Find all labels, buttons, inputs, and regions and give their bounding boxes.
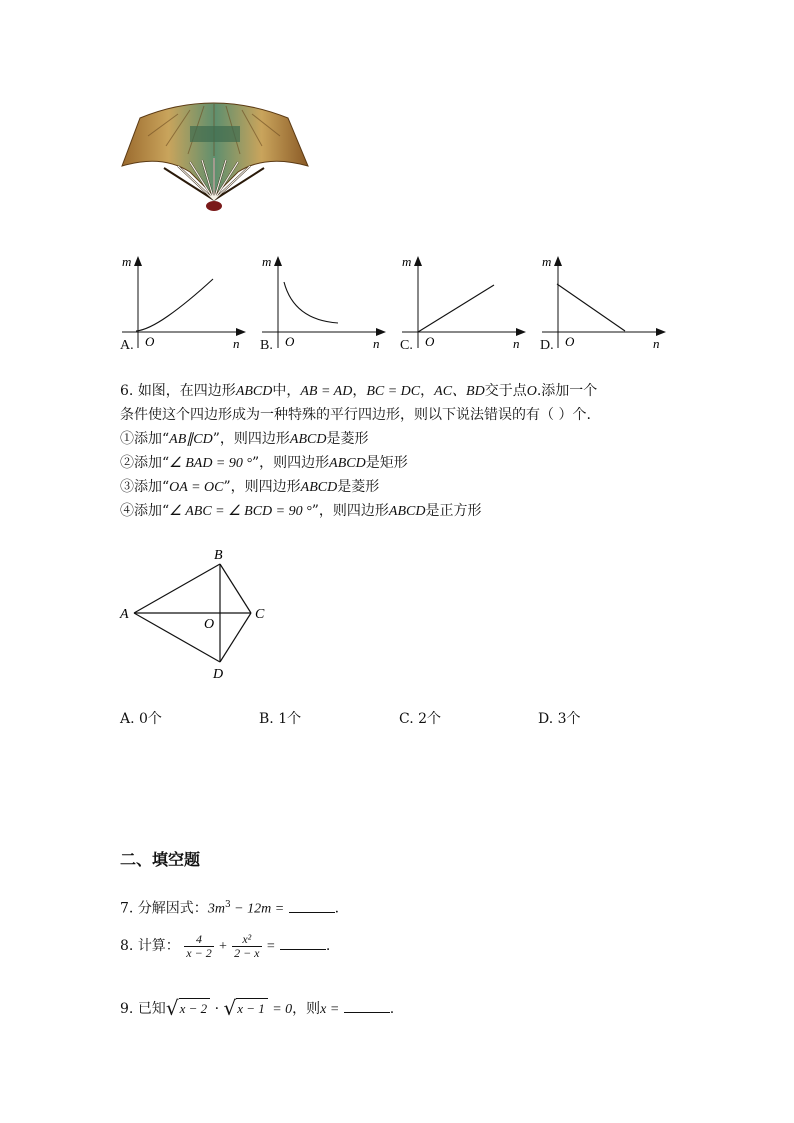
graph-svg bbox=[258, 252, 390, 352]
graph-curve bbox=[136, 279, 213, 331]
x-axis-arrow bbox=[656, 328, 666, 336]
x-axis-label: n bbox=[653, 336, 660, 351]
q6-item-3: ③添加“OA = OC”，则四边形ABCD是菱形 bbox=[120, 479, 380, 495]
graph-svg bbox=[538, 252, 670, 352]
y-axis-arrow bbox=[414, 256, 422, 266]
graph-curve bbox=[284, 282, 338, 323]
q9-answer-blank[interactable] bbox=[344, 998, 390, 1013]
graph-option-d bbox=[538, 252, 670, 356]
x-axis-label: n bbox=[513, 336, 520, 351]
graph-option-c bbox=[398, 252, 530, 356]
x-axis-label: n bbox=[373, 336, 380, 351]
q8-fraction-1: $\frac{4}{x - 2}$ bbox=[186, 931, 212, 960]
quadrilateral-figure bbox=[112, 544, 282, 684]
vertex-label-a: A bbox=[120, 607, 129, 622]
q6-item-4: ④添加“∠ ABC = ∠ BCD = 90 °”，则四边形ABCD是正方形 bbox=[120, 503, 482, 519]
side-cd bbox=[220, 613, 251, 662]
graph-option-label: D. bbox=[540, 338, 554, 353]
vertex-label-d: D bbox=[213, 667, 224, 682]
y-axis-label: m bbox=[402, 254, 412, 269]
x-axis-label: n bbox=[233, 336, 240, 351]
vertex-label-c: C bbox=[255, 607, 265, 622]
q6-option-d: D. 3个 bbox=[538, 711, 581, 727]
graph-option-label: B. bbox=[260, 338, 273, 353]
q6-item-2: ②添加“∠ BAD = 90 °”，则四边形ABCD是矩形 bbox=[120, 455, 408, 471]
y-axis-label: m bbox=[122, 254, 132, 269]
q9-sqrt-1: x − 2 bbox=[179, 998, 211, 1019]
q7-answer-blank[interactable] bbox=[289, 898, 335, 913]
q8-fraction-2: $\frac{\text{x²}}{2 - x}$ bbox=[234, 931, 260, 960]
vertex-label-b: B bbox=[214, 548, 223, 563]
q6-item-1: ①添加“AB∥CD”，则四边形ABCD是菱形 bbox=[120, 431, 369, 447]
x-axis-arrow bbox=[236, 328, 246, 336]
y-axis-label: m bbox=[542, 254, 552, 269]
x-axis-arrow bbox=[516, 328, 526, 336]
origin-label: O bbox=[285, 334, 295, 349]
y-axis-arrow bbox=[274, 256, 282, 266]
q6-option-a: A. 0个 bbox=[120, 711, 162, 727]
q6-option-b: B. 1个 bbox=[259, 711, 302, 727]
x-axis-arrow bbox=[376, 328, 386, 336]
y-axis-arrow bbox=[554, 256, 562, 266]
y-axis-arrow bbox=[134, 256, 142, 266]
y-axis-label: m bbox=[262, 254, 272, 269]
q8-answer-blank[interactable] bbox=[280, 935, 326, 950]
q8-line: 8. 计算： $\frac{4}{x - 2}$ + $\frac{\text{x²}}{2 - x}$ = . bbox=[120, 931, 331, 960]
q6-option-c: C. 2个 bbox=[399, 711, 442, 727]
side-ab bbox=[134, 564, 220, 613]
section-title-fill-in: 二、填空题 bbox=[120, 850, 201, 869]
graph-curve bbox=[418, 285, 494, 332]
graph-option-b bbox=[258, 252, 390, 356]
origin-label: O bbox=[565, 334, 575, 349]
q6-line1: 6. 如图，在四边形ABCD中，AB = AD，BC = DC，AC、BD交于点O.添加一个 bbox=[120, 383, 598, 399]
q9-sqrt-2: x − 1 bbox=[236, 998, 268, 1019]
graph-curve bbox=[557, 284, 625, 331]
q6-line2: 条件使这个四边形成为一种特殊的平行四边形，则以下说法错误的有（ ）个. bbox=[120, 407, 591, 423]
origin-label: O bbox=[425, 334, 435, 349]
graph-option-label: C. bbox=[400, 338, 413, 353]
q7-line: 7. 分解因式：$3m^3 - 12m$ = . bbox=[120, 895, 339, 920]
side-bc bbox=[220, 564, 251, 613]
center-label-o: O bbox=[204, 617, 215, 632]
graph-svg bbox=[118, 252, 250, 352]
origin-label: O bbox=[145, 334, 155, 349]
graph-option-a bbox=[118, 252, 250, 356]
folding-fan-image bbox=[118, 96, 310, 216]
q9-line: 9. 已知√x − 2 · √x − 1 = 0，则x = . bbox=[120, 996, 395, 1020]
graph-option-label: A. bbox=[120, 338, 134, 353]
graph-svg bbox=[398, 252, 530, 352]
